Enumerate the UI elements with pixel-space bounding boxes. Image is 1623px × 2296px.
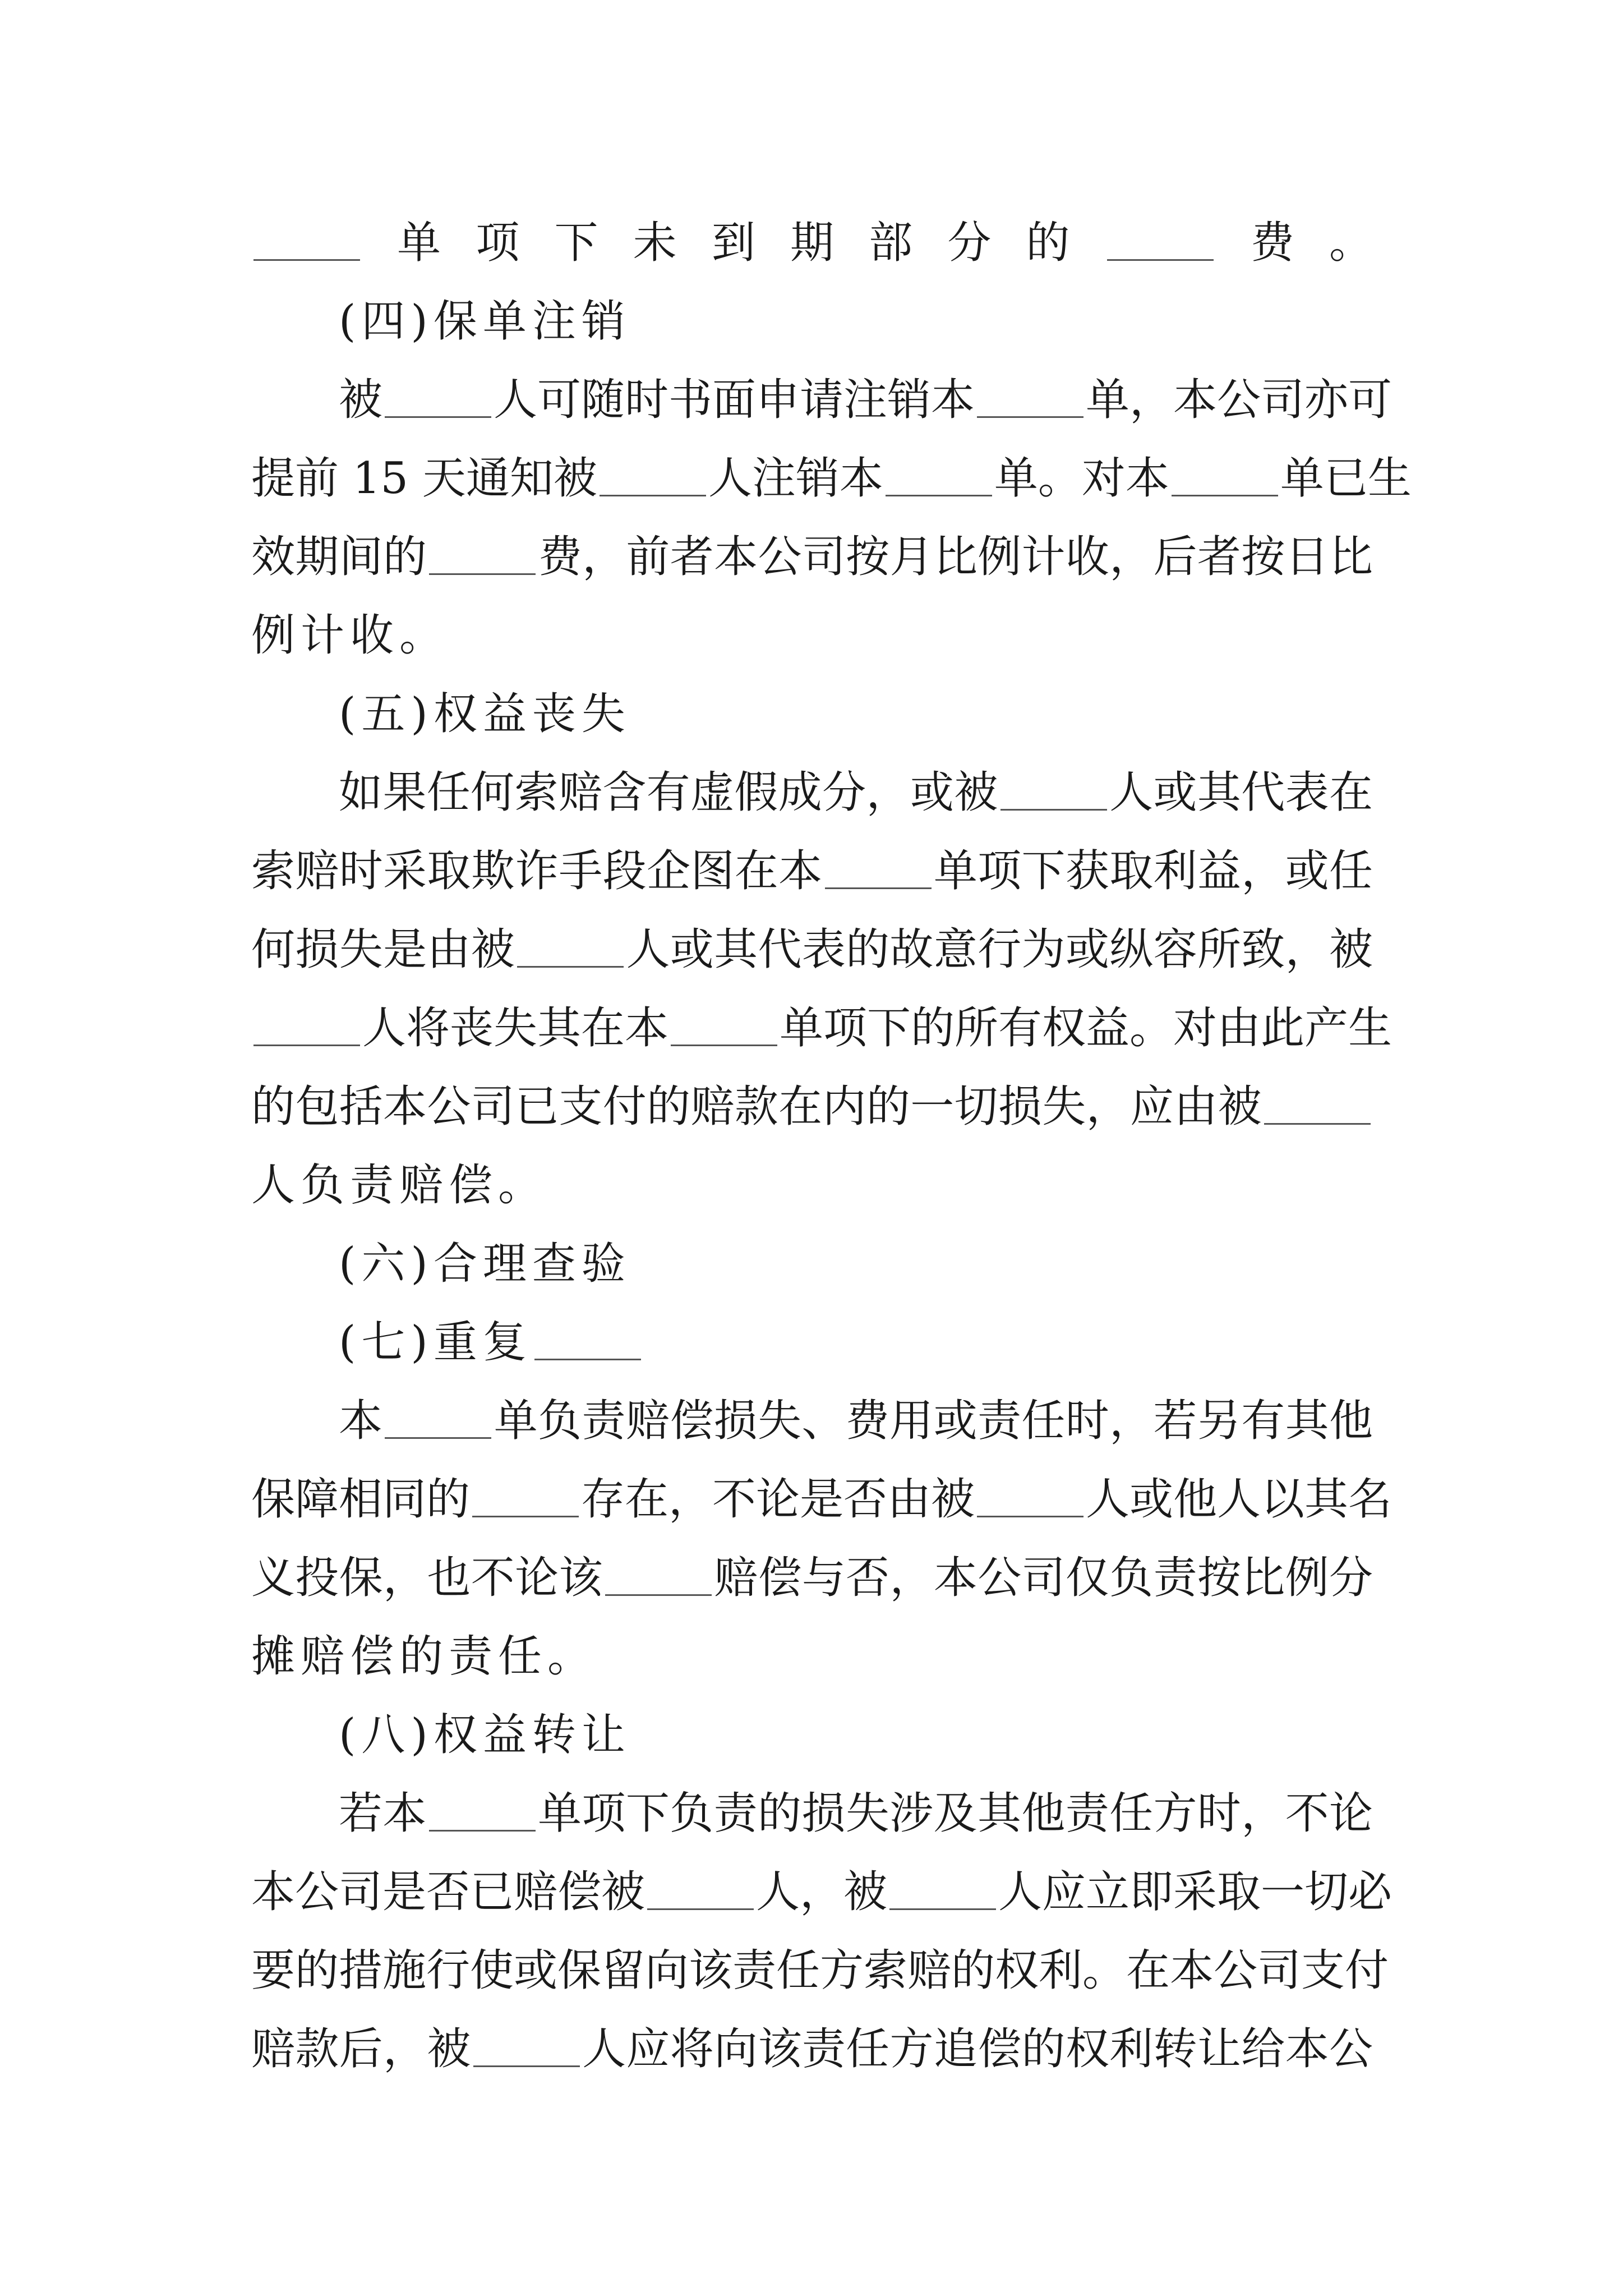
fill-blank: [429, 1794, 536, 1832]
text-segment: 本: [339, 1396, 383, 1446]
text-segment: 单，本公司亦可: [1086, 375, 1393, 425]
text-line: [251, 2010, 1373, 2088]
fill-blank: [886, 459, 992, 496]
text-line: [251, 832, 1373, 910]
fill-blank: [647, 1872, 754, 1910]
text-segment: 单已生: [1280, 453, 1412, 504]
fill-blank: [977, 380, 1083, 418]
fill-blank: [472, 1480, 579, 1517]
text-line: [251, 1068, 1373, 1146]
fill-blank: [1172, 459, 1278, 496]
text-line: [339, 1774, 1373, 1853]
fill-blank: [429, 537, 536, 575]
text-segment: 存在，不论是否由被: [581, 1474, 975, 1525]
text-line: [251, 910, 1373, 989]
section-heading: [339, 1696, 1460, 1774]
text-segment: 要的措施行使或保留向该责任方索赔的权利。在本公司支付: [251, 1945, 1389, 1996]
text-segment: 被: [339, 375, 383, 425]
text-segment: 人负责赔偿。: [251, 1160, 548, 1211]
text-segment: 如果任何索赔含有虚假成分，或被: [339, 767, 998, 818]
text-segment: 人应将向该责任方追偿的权利转让给本公: [582, 2024, 1373, 2074]
text-line: [251, 596, 1373, 675]
fill-blank: [473, 2030, 580, 2067]
text-segment: 本公司是否已赔偿被: [251, 1867, 645, 1917]
fill-blank: [977, 1480, 1083, 1517]
fill-blank: [385, 1401, 491, 1439]
text-segment: 单负责赔偿损失、费用或责任时，若另有其他: [494, 1396, 1373, 1446]
text-segment: 单项下的所有权益。对由此产生: [780, 1003, 1393, 1053]
text-segment: 单项下负责的损失涉及其他责任方时，不论: [537, 1788, 1373, 1839]
text-segment: 费，前者本公司按月比例计收，后者按日比: [538, 532, 1373, 582]
heading-text: (七)重复: [339, 1317, 532, 1368]
text-segment: 何损失是由被: [251, 924, 515, 975]
text-line: [339, 361, 1393, 439]
text-segment: 人或他人以其名: [1086, 1474, 1393, 1525]
text-segment: 人或其代表在: [1109, 767, 1373, 818]
heading-text: (四)保单注销: [339, 296, 631, 347]
text-segment: 单项下未到期部分的: [362, 218, 1105, 268]
text-segment: 摊赔偿的责任。: [251, 1631, 597, 1682]
text-segment: 保障相同的: [251, 1474, 471, 1525]
text-segment: 效期间的: [251, 532, 427, 582]
fill-blank: [517, 930, 624, 968]
text-line: [339, 1382, 1373, 1460]
section-heading: [339, 675, 1460, 753]
text-segment: 人，被: [756, 1867, 888, 1917]
fill-blank: [825, 852, 932, 889]
fill-blank: [600, 459, 706, 496]
text-segment: 索赔时采取欺诈手段企图在本: [251, 846, 823, 896]
fill-blank: [385, 380, 491, 418]
text-segment: 单项下获取利益，或任: [933, 846, 1373, 896]
text-segment: 提前 15 天通知被: [251, 453, 597, 504]
fill-blank: [1264, 1087, 1371, 1125]
fill-blank: [1000, 773, 1107, 811]
text-line: [251, 439, 1412, 518]
fill-blank: [534, 1323, 641, 1360]
section-heading: [339, 1303, 1460, 1382]
text-segment: 例计收。: [251, 610, 449, 661]
text-line: [251, 1460, 1393, 1539]
heading-text: (八)权益转让: [339, 1710, 631, 1760]
text-line: [251, 518, 1373, 596]
text-segment: 费。: [1215, 218, 1373, 268]
text-line: [251, 1539, 1373, 1617]
fill-blank: [253, 223, 360, 261]
text-segment: 赔偿与否，本公司仅负责按比例分: [713, 1553, 1373, 1603]
text-segment: 赔款后，被: [251, 2024, 471, 2074]
text-line: [251, 204, 1373, 282]
fill-blank: [671, 1009, 777, 1046]
text-segment: 单。对本: [994, 453, 1169, 504]
text-line: [251, 989, 1393, 1068]
heading-text: (六)合理查验: [339, 1239, 631, 1289]
text-segment: 人将丧失其在本: [362, 1003, 669, 1053]
text-line: [339, 753, 1373, 832]
fill-blank: [889, 1872, 996, 1910]
text-segment: 人应立即采取一切必: [998, 1867, 1393, 1917]
section-heading: [339, 282, 1460, 361]
section-heading: [339, 1225, 1460, 1303]
text-segment: 人可随时书面申请注销本: [494, 375, 975, 425]
fill-blank: [253, 1009, 360, 1046]
text-segment: 人或其代表的故意行为或纵容所致，被: [626, 924, 1373, 975]
heading-text: (五)权益丧失: [339, 689, 631, 739]
fill-blank: [1107, 223, 1214, 261]
text-segment: 义投保，也不论该: [251, 1553, 603, 1603]
text-segment: 若本: [339, 1788, 427, 1839]
text-line: [251, 1146, 1373, 1225]
fill-blank: [605, 1558, 712, 1596]
text-line: [251, 1617, 1373, 1696]
text-segment: 的包括本公司已支付的赔款在内的一切损失，应由被: [251, 1082, 1262, 1132]
text-line: [251, 1931, 1389, 2010]
text-line: [251, 1853, 1393, 1931]
text-segment: 人注销本: [708, 453, 883, 504]
